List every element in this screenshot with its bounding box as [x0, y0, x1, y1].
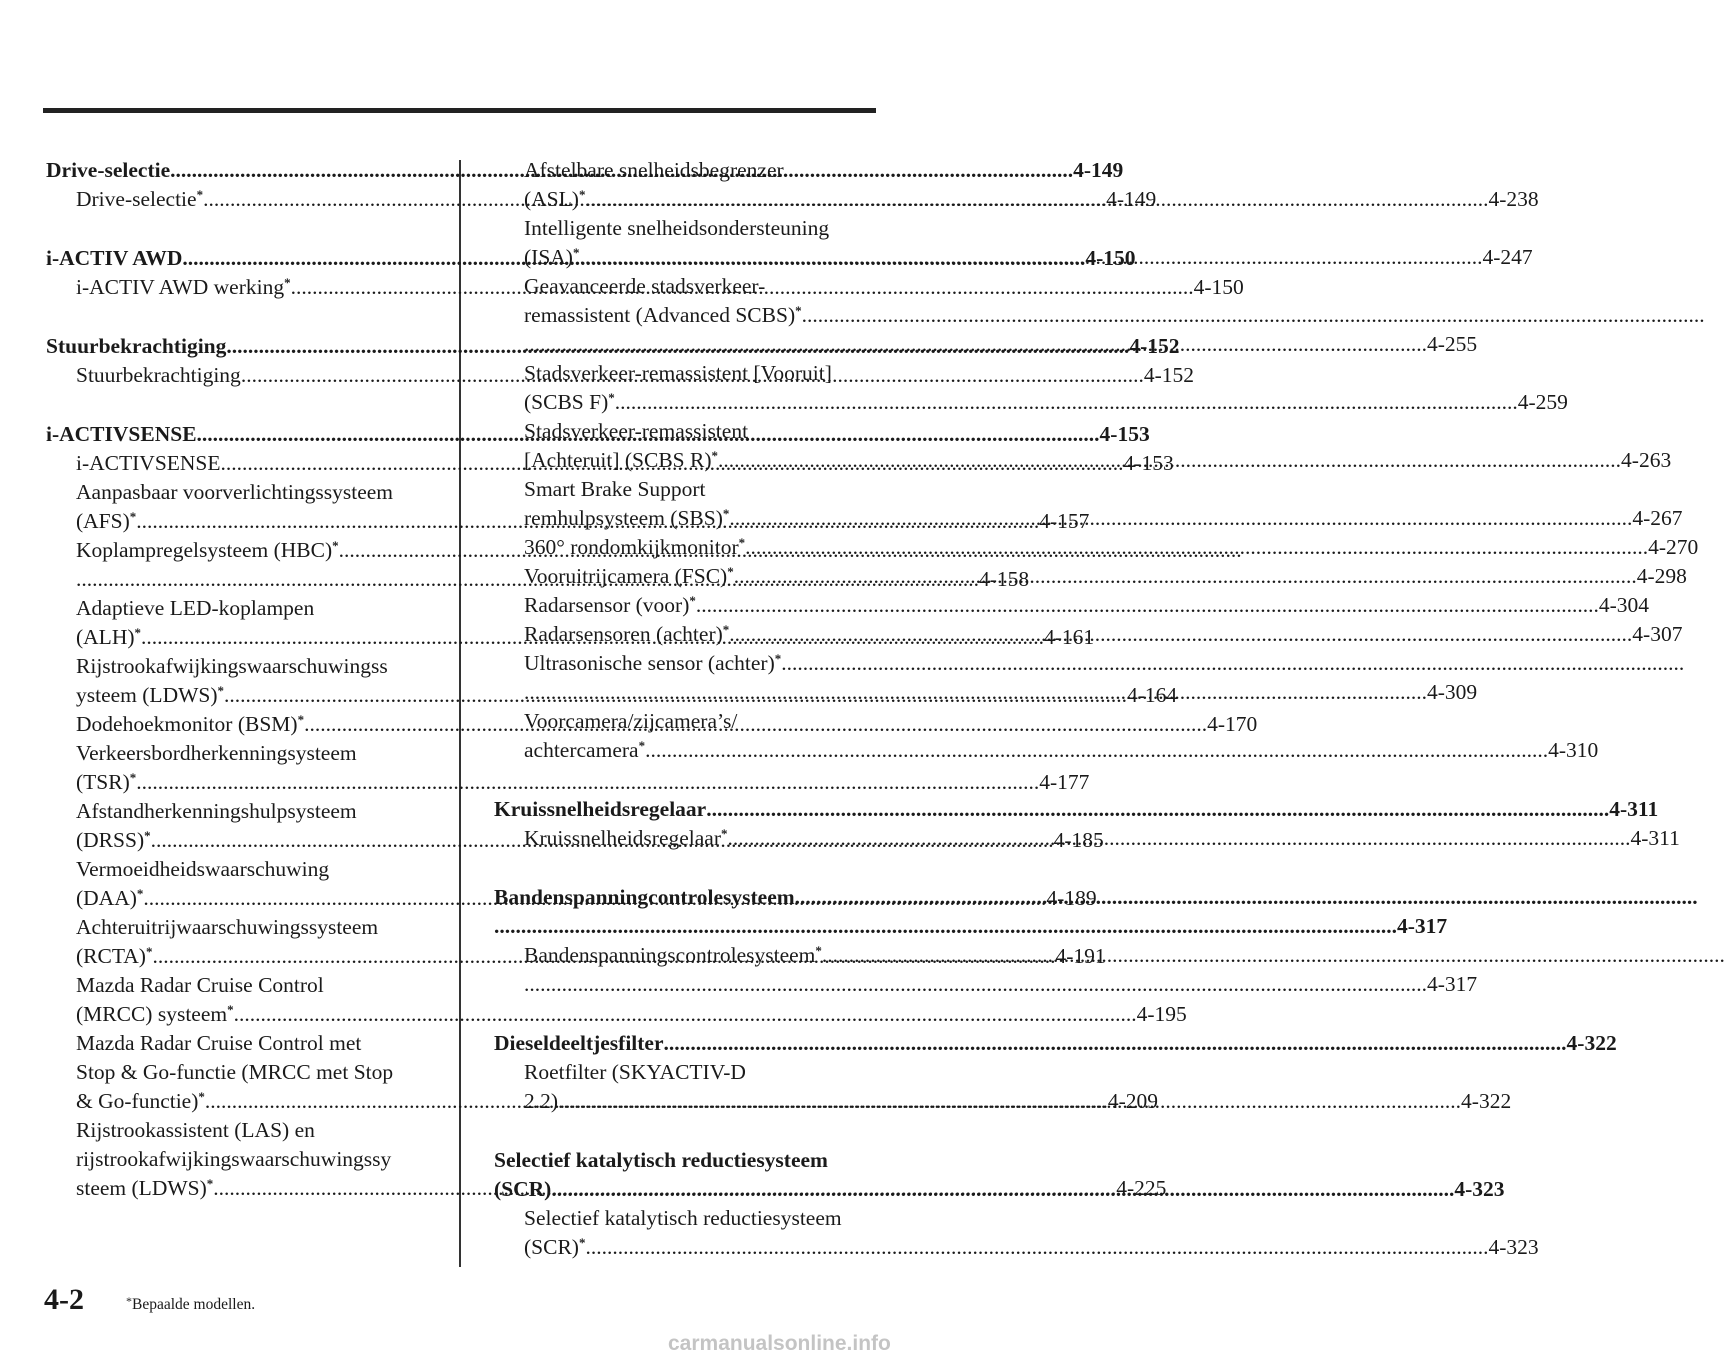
toc-entry-text: Smart Brake Support [524, 477, 706, 501]
header-rule [43, 108, 876, 113]
toc-page-number: 4-311 [1630, 826, 1680, 850]
toc-page-number: 4-149 [1073, 158, 1124, 182]
footnote-marker: * [738, 535, 746, 550]
toc-entry-label-text: (MRCC) systeem [76, 1002, 228, 1026]
footnote-marker: * [145, 944, 153, 959]
footnote-marker: * [774, 651, 782, 666]
toc-page-number: 4-270 [1648, 535, 1699, 559]
toc-entry-label-text: (ASL) [524, 187, 579, 211]
toc-entry-text: Roetfilter (SKYACTIV-D [524, 1060, 746, 1084]
toc-page-number: 4-322 [1566, 1031, 1617, 1055]
toc-entry-label [46, 156, 170, 185]
toc-entry-label-text: (SCR) [524, 1235, 579, 1259]
footnote-marker: * [711, 448, 719, 463]
toc-entry-text: Adaptieve LED-koplampen [76, 596, 315, 620]
toc-entry-label [76, 1087, 205, 1116]
toc-subentry[interactable] [46, 536, 430, 565]
toc-subentry[interactable] [46, 681, 1178, 710]
toc-entry-label-text: remhulpsysteem (SBS) [524, 506, 723, 530]
toc-page-number: 4-225 [1116, 1176, 1167, 1200]
toc-entry-label [494, 795, 706, 824]
toc-entry-label [524, 1087, 558, 1116]
toc-subentry[interactable] [494, 970, 1478, 999]
footnote-marker: * [144, 828, 151, 843]
toc-entry-text: Aanpasbaar voorverlichtingssysteem [76, 480, 394, 504]
toc-subentry[interactable] [46, 797, 430, 826]
footnote-marker: * [284, 275, 291, 290]
toc-section-entry[interactable] [494, 1146, 878, 1175]
leader-dots [781, 649, 1684, 678]
footnote [126, 1294, 255, 1314]
toc-subentry[interactable] [494, 1204, 878, 1233]
toc-subentry[interactable] [46, 739, 430, 768]
toc-page-number: 4-309 [1427, 680, 1478, 704]
leader-dots [585, 185, 1488, 214]
toc-entry-label-text: Dodehoekmonitor (BSM) [76, 712, 298, 736]
toc-entry-label-text: Kruissnelheidsregelaar [524, 826, 722, 850]
toc-page-number: 4-170 [1207, 712, 1258, 736]
toc-entry-label [76, 536, 339, 565]
footnote-marker: * [227, 1002, 234, 1017]
toc-entry-label-text: (ALH) [76, 625, 135, 649]
toc-section-entry[interactable] [494, 912, 1448, 941]
footnote-marker: * [217, 683, 225, 698]
toc-subentry[interactable] [46, 594, 430, 623]
toc-page-number: 4-150 [1085, 246, 1136, 270]
toc-subentry[interactable] [494, 533, 1699, 562]
toc-entry-label [76, 826, 151, 855]
toc-page-number: 4-267 [1632, 506, 1683, 530]
toc-subentry[interactable] [494, 649, 878, 678]
toc-entry-label [524, 736, 645, 765]
toc-entry-label-text: Stuurbekrachtiging [76, 363, 241, 387]
toc-subentry[interactable] [46, 478, 430, 507]
toc-page-number: 4-152 [1143, 363, 1194, 387]
toc-entry-text: Vermoeidheidswaarschuwing [76, 857, 330, 881]
toc-entry-text: Intelligente snelheidsondersteuning [524, 216, 830, 240]
toc-entry-label-text: [Achteruit] (SCBS R) [524, 448, 712, 472]
toc-entry-label-text: ysteem (LDWS) [76, 683, 218, 707]
footnote-marker: * [578, 187, 586, 202]
toc-entry-label-text: i-ACTIVSENSE [76, 451, 221, 475]
toc-entry-text: Rijstrookassistent (LAS) en [76, 1118, 315, 1142]
toc-entry-label-text: Radarsensor (voor) [524, 593, 690, 617]
toc-spacer [46, 214, 430, 244]
toc-spacer [494, 999, 878, 1029]
toc-entry-label [76, 623, 141, 652]
toc-entry-label [494, 1029, 664, 1058]
toc-entry-text: Stadsverkeer-remassistent [524, 419, 749, 443]
leader-dots [729, 620, 1632, 649]
toc-entry-label [524, 388, 615, 417]
footnote-marker: * [134, 625, 142, 640]
toc-section-entry[interactable] [494, 795, 1659, 824]
toc-spacer [494, 853, 878, 883]
footnote-marker: * [727, 564, 734, 579]
leader-dots [494, 912, 1397, 941]
leader-dots [615, 388, 1518, 417]
footnote-marker: * [608, 390, 615, 405]
toc-entry-label-text: (ISA) [524, 245, 573, 269]
toc-entry-label-text: remassistent (Advanced SCBS) [524, 303, 796, 327]
leader-dots [718, 446, 1621, 475]
toc-entry-text: Verkeersbordherkenningsysteem [76, 741, 357, 765]
toc-entry-label [76, 768, 136, 797]
toc-entry-label-text: (AFS) [76, 509, 130, 533]
leader-dots [706, 795, 1609, 824]
footnote-marker: * [815, 943, 822, 958]
toc-entry-label-text: 360° rondomkijkmonitor [524, 535, 739, 559]
toc-entry-label [46, 244, 182, 273]
footnote-marker: * [206, 1176, 214, 1191]
leader-dots [745, 533, 1648, 562]
toc-spacer [494, 765, 878, 795]
leader-dots [585, 1233, 1488, 1262]
toc-entry-label [524, 591, 696, 620]
toc-page-number: 4-247 [1482, 245, 1533, 269]
toc-page-number: 4-161 [1044, 625, 1095, 649]
footnote-marker: * [689, 593, 696, 608]
toc-subentry[interactable] [46, 1058, 430, 1087]
toc-subentry[interactable] [46, 971, 430, 1000]
toc-page-number: 4-152 [1129, 334, 1180, 358]
toc-entry-label-text: achtercamera [524, 738, 639, 762]
toc-entry-label [524, 533, 745, 562]
toc-subentry[interactable] [46, 855, 430, 884]
leader-dots [728, 824, 1631, 853]
toc-entry-label [76, 1000, 234, 1029]
toc-entry-label-text: (DAA) [76, 886, 137, 910]
leader-dots [734, 562, 1637, 591]
leader-dots [664, 1029, 1567, 1058]
toc-page-number: 4-263 [1621, 448, 1672, 472]
footnote-marker: * [721, 826, 728, 841]
toc-entry-label [524, 185, 585, 214]
toc-entry-text: Rijstrookafwijkingswaarschuwingss [76, 654, 388, 678]
toc-entry-label-text: i-ACTIVSENSE [46, 422, 197, 446]
toc-page-number: 4-310 [1548, 738, 1599, 762]
toc-subentry[interactable] [494, 736, 1599, 765]
toc-entry-label-text: & Go-functie) [76, 1089, 199, 1113]
toc-entry-text: Stadsverkeer-remassistent [Vooruit] [524, 361, 832, 385]
toc-entry-label-text: i-ACTIV AWD [46, 246, 183, 270]
toc-entry-text: Afstandherkenningshulpsysteem [76, 799, 357, 823]
toc-entry-text: Selectief katalytisch reductiesysteem [524, 1206, 842, 1230]
toc-entry-label [494, 1175, 551, 1204]
toc-subentry[interactable] [494, 1058, 878, 1087]
footnote-marker: * [332, 538, 339, 553]
toc-entry-label [524, 446, 718, 475]
toc-entry-label [524, 941, 822, 970]
toc-entry-label [76, 1174, 213, 1203]
footnote-text: Bepaalde modellen. [132, 1296, 256, 1313]
leader-dots [822, 941, 1725, 970]
toc-entry-label-text: Vooruitrijcamera (FSC) [524, 564, 728, 588]
toc-entry-text: Achteruitrijwaarschuwingssysteem [76, 915, 379, 939]
toc-entry-text: Afstelbare snelheidsbegrenzer [524, 158, 784, 182]
toc-spacer [494, 1116, 878, 1146]
toc-entry-label [524, 824, 728, 853]
toc-page-number: 4-307 [1632, 622, 1683, 646]
leader-dots [551, 1175, 1454, 1204]
leader-dots [579, 243, 1482, 272]
toc-page-number: 4-317 [1427, 972, 1478, 996]
toc-page-number: 4-191 [1055, 944, 1106, 968]
toc-page-number: 4-298 [1636, 564, 1687, 588]
toc-entry-label [524, 649, 781, 678]
toc-page-number: 4-158 [979, 567, 1030, 591]
toc-subentry[interactable] [46, 1000, 1187, 1029]
toc-entry-label [524, 243, 579, 272]
toc-entry-text: Stop & Go-functie (MRCC met Stop [76, 1060, 394, 1084]
toc-subentry[interactable] [494, 941, 878, 970]
toc-subentry[interactable] [494, 156, 878, 185]
toc-subentry[interactable] [494, 214, 878, 243]
toc-entry-label [524, 1233, 585, 1262]
toc-subentry[interactable] [494, 1233, 1539, 1262]
toc-entry-label-text: Bandenspanningcontrolesysteem [494, 885, 795, 909]
toc-entry-label [76, 185, 203, 214]
toc-entry-label [76, 273, 291, 302]
toc-spacer [46, 302, 430, 332]
leader-dots [795, 883, 1698, 912]
toc-subentry[interactable] [46, 1029, 430, 1058]
watermark: carmanualsonline.info [668, 1332, 891, 1355]
leader-dots [729, 504, 1632, 533]
toc-entry-text: Selectief katalytisch reductiesysteem [494, 1148, 828, 1172]
footnote-marker: * [722, 622, 730, 637]
toc-subentry[interactable] [46, 768, 1090, 797]
toc-page-number: 4-195 [1136, 1002, 1187, 1026]
toc-entry-label [76, 710, 304, 739]
toc-entry-label [46, 332, 226, 361]
toc-entry-label-text: Drive-selectie [76, 187, 197, 211]
toc-entry-label-text: Dieseldeeltjesfilter [494, 1031, 664, 1055]
footnote-marker: * [578, 1235, 586, 1250]
toc-entry-text: Voorcamera/zijcamera’s/ [524, 709, 738, 733]
toc-page-number: 4-177 [1039, 770, 1090, 794]
page-number: 4-2 [44, 1283, 84, 1316]
footnote-marker: * [129, 770, 137, 785]
toc-subentry[interactable] [494, 388, 1568, 417]
toc-page-number: 4-153 [1099, 422, 1150, 446]
footnote-marker: * [722, 506, 730, 521]
footnote-asterisk: * [126, 1294, 132, 1308]
toc-page-number: 4-255 [1427, 332, 1478, 356]
toc-entry-label [494, 883, 795, 912]
toc-entry-label-text: (DRSS) [76, 828, 145, 852]
toc-entry-label-text: Radarsensoren (achter) [524, 622, 723, 646]
leader-dots [524, 970, 1427, 999]
toc-entry-label-text: Koplampregelsysteem (HBC) [76, 538, 333, 562]
toc-entry-label-text: i-ACTIV AWD werking [76, 275, 285, 299]
toc-subentry[interactable] [494, 591, 1650, 620]
toc-entry-text: Mazda Radar Cruise Control [76, 973, 324, 997]
leader-dots [524, 330, 1427, 359]
toc-subentry[interactable] [494, 475, 878, 504]
toc-entry-label-text: Kruissnelheidsregelaar [494, 797, 707, 821]
leader-dots [558, 1087, 1461, 1116]
toc-subentry[interactable] [46, 652, 430, 681]
toc-entry-label-text: Bandenspanningscontrolesysteem [524, 943, 816, 967]
toc-entry-text: Geavanceerde stadsverkeer- [524, 274, 766, 298]
toc-entry-label [76, 507, 136, 536]
toc-entry-label-text: Drive-selectie [46, 158, 171, 182]
toc-page-number: 4-311 [1609, 797, 1659, 821]
toc-entry-label-text: 2.2) [524, 1089, 559, 1113]
leader-dots [802, 301, 1705, 330]
toc-page-number: 4-157 [1039, 509, 1090, 533]
footnote-marker: * [297, 712, 305, 727]
footnote-marker: * [638, 738, 646, 753]
toc-page-number: 4-150 [1193, 275, 1244, 299]
toc-entry-label [76, 884, 143, 913]
toc-section-entry[interactable] [494, 883, 878, 912]
toc-entry-label [76, 361, 241, 390]
toc-entry-label-text: Ultrasonische sensor (achter) [524, 651, 775, 675]
footnote-marker: * [136, 886, 144, 901]
toc-page-number: 4-317 [1397, 914, 1448, 938]
toc-subentry[interactable] [46, 1116, 430, 1145]
toc-page-number: 4-322 [1461, 1089, 1512, 1113]
toc-entry-label [524, 562, 734, 591]
toc-page-number: 4-149 [1106, 187, 1157, 211]
toc-subentry[interactable] [494, 707, 878, 736]
toc-subentry[interactable] [494, 301, 878, 330]
toc-entry-text: rijstrookafwijkingswaarschuwingssy [76, 1147, 392, 1171]
toc-entry-label [76, 942, 152, 971]
toc-entry-label-text: (SCBS F) [524, 390, 609, 414]
toc-subentry[interactable] [494, 359, 878, 388]
toc-page-number: 4-185 [1053, 828, 1104, 852]
toc-subentry[interactable] [46, 1145, 430, 1174]
toc-page-number: 4-164 [1127, 683, 1178, 707]
leader-dots [524, 678, 1427, 707]
toc-entry-label [524, 620, 729, 649]
toc-entry-label-text: (TSR) [76, 770, 130, 794]
toc-spacer [46, 390, 430, 420]
footnote-marker: * [572, 245, 580, 260]
toc-subentry[interactable] [46, 913, 430, 942]
toc-page-number: 4-189 [1046, 886, 1097, 910]
toc-page-number: 4-153 [1123, 451, 1174, 475]
toc-subentry[interactable] [494, 417, 878, 446]
toc-page-number: 4-259 [1517, 390, 1568, 414]
toc-entry-text: Mazda Radar Cruise Control met [76, 1031, 362, 1055]
toc-page-number: 4-238 [1488, 187, 1539, 211]
footnote-marker: * [129, 509, 137, 524]
toc-entry-label-text: (SCR) [494, 1177, 552, 1201]
toc-page-number: 4-323 [1488, 1235, 1539, 1259]
toc-entry-label [524, 301, 802, 330]
toc-entry-label-text: Stuurbekrachtiging [46, 334, 227, 358]
leader-dots [696, 591, 1599, 620]
toc-section-entry[interactable] [46, 332, 1180, 361]
footnote-marker: * [795, 303, 802, 318]
leader-dots [645, 736, 1548, 765]
toc-page-number: 4-209 [1107, 1089, 1159, 1113]
toc-entry-label [76, 449, 221, 478]
footnote-marker: * [196, 187, 204, 202]
toc-page-number: 4-323 [1454, 1177, 1505, 1201]
toc-entry-label [524, 504, 729, 533]
toc-entry-label [46, 420, 197, 449]
toc-section-entry[interactable] [494, 1029, 1617, 1058]
toc-entry-label [76, 681, 224, 710]
toc-entry-label-text: (RCTA) [76, 944, 146, 968]
footnote-marker: * [198, 1089, 205, 1104]
toc-entry-label-text: steem (LDWS) [76, 1176, 207, 1200]
toc-page-number: 4-304 [1598, 593, 1650, 617]
toc-subentry[interactable] [494, 272, 878, 301]
